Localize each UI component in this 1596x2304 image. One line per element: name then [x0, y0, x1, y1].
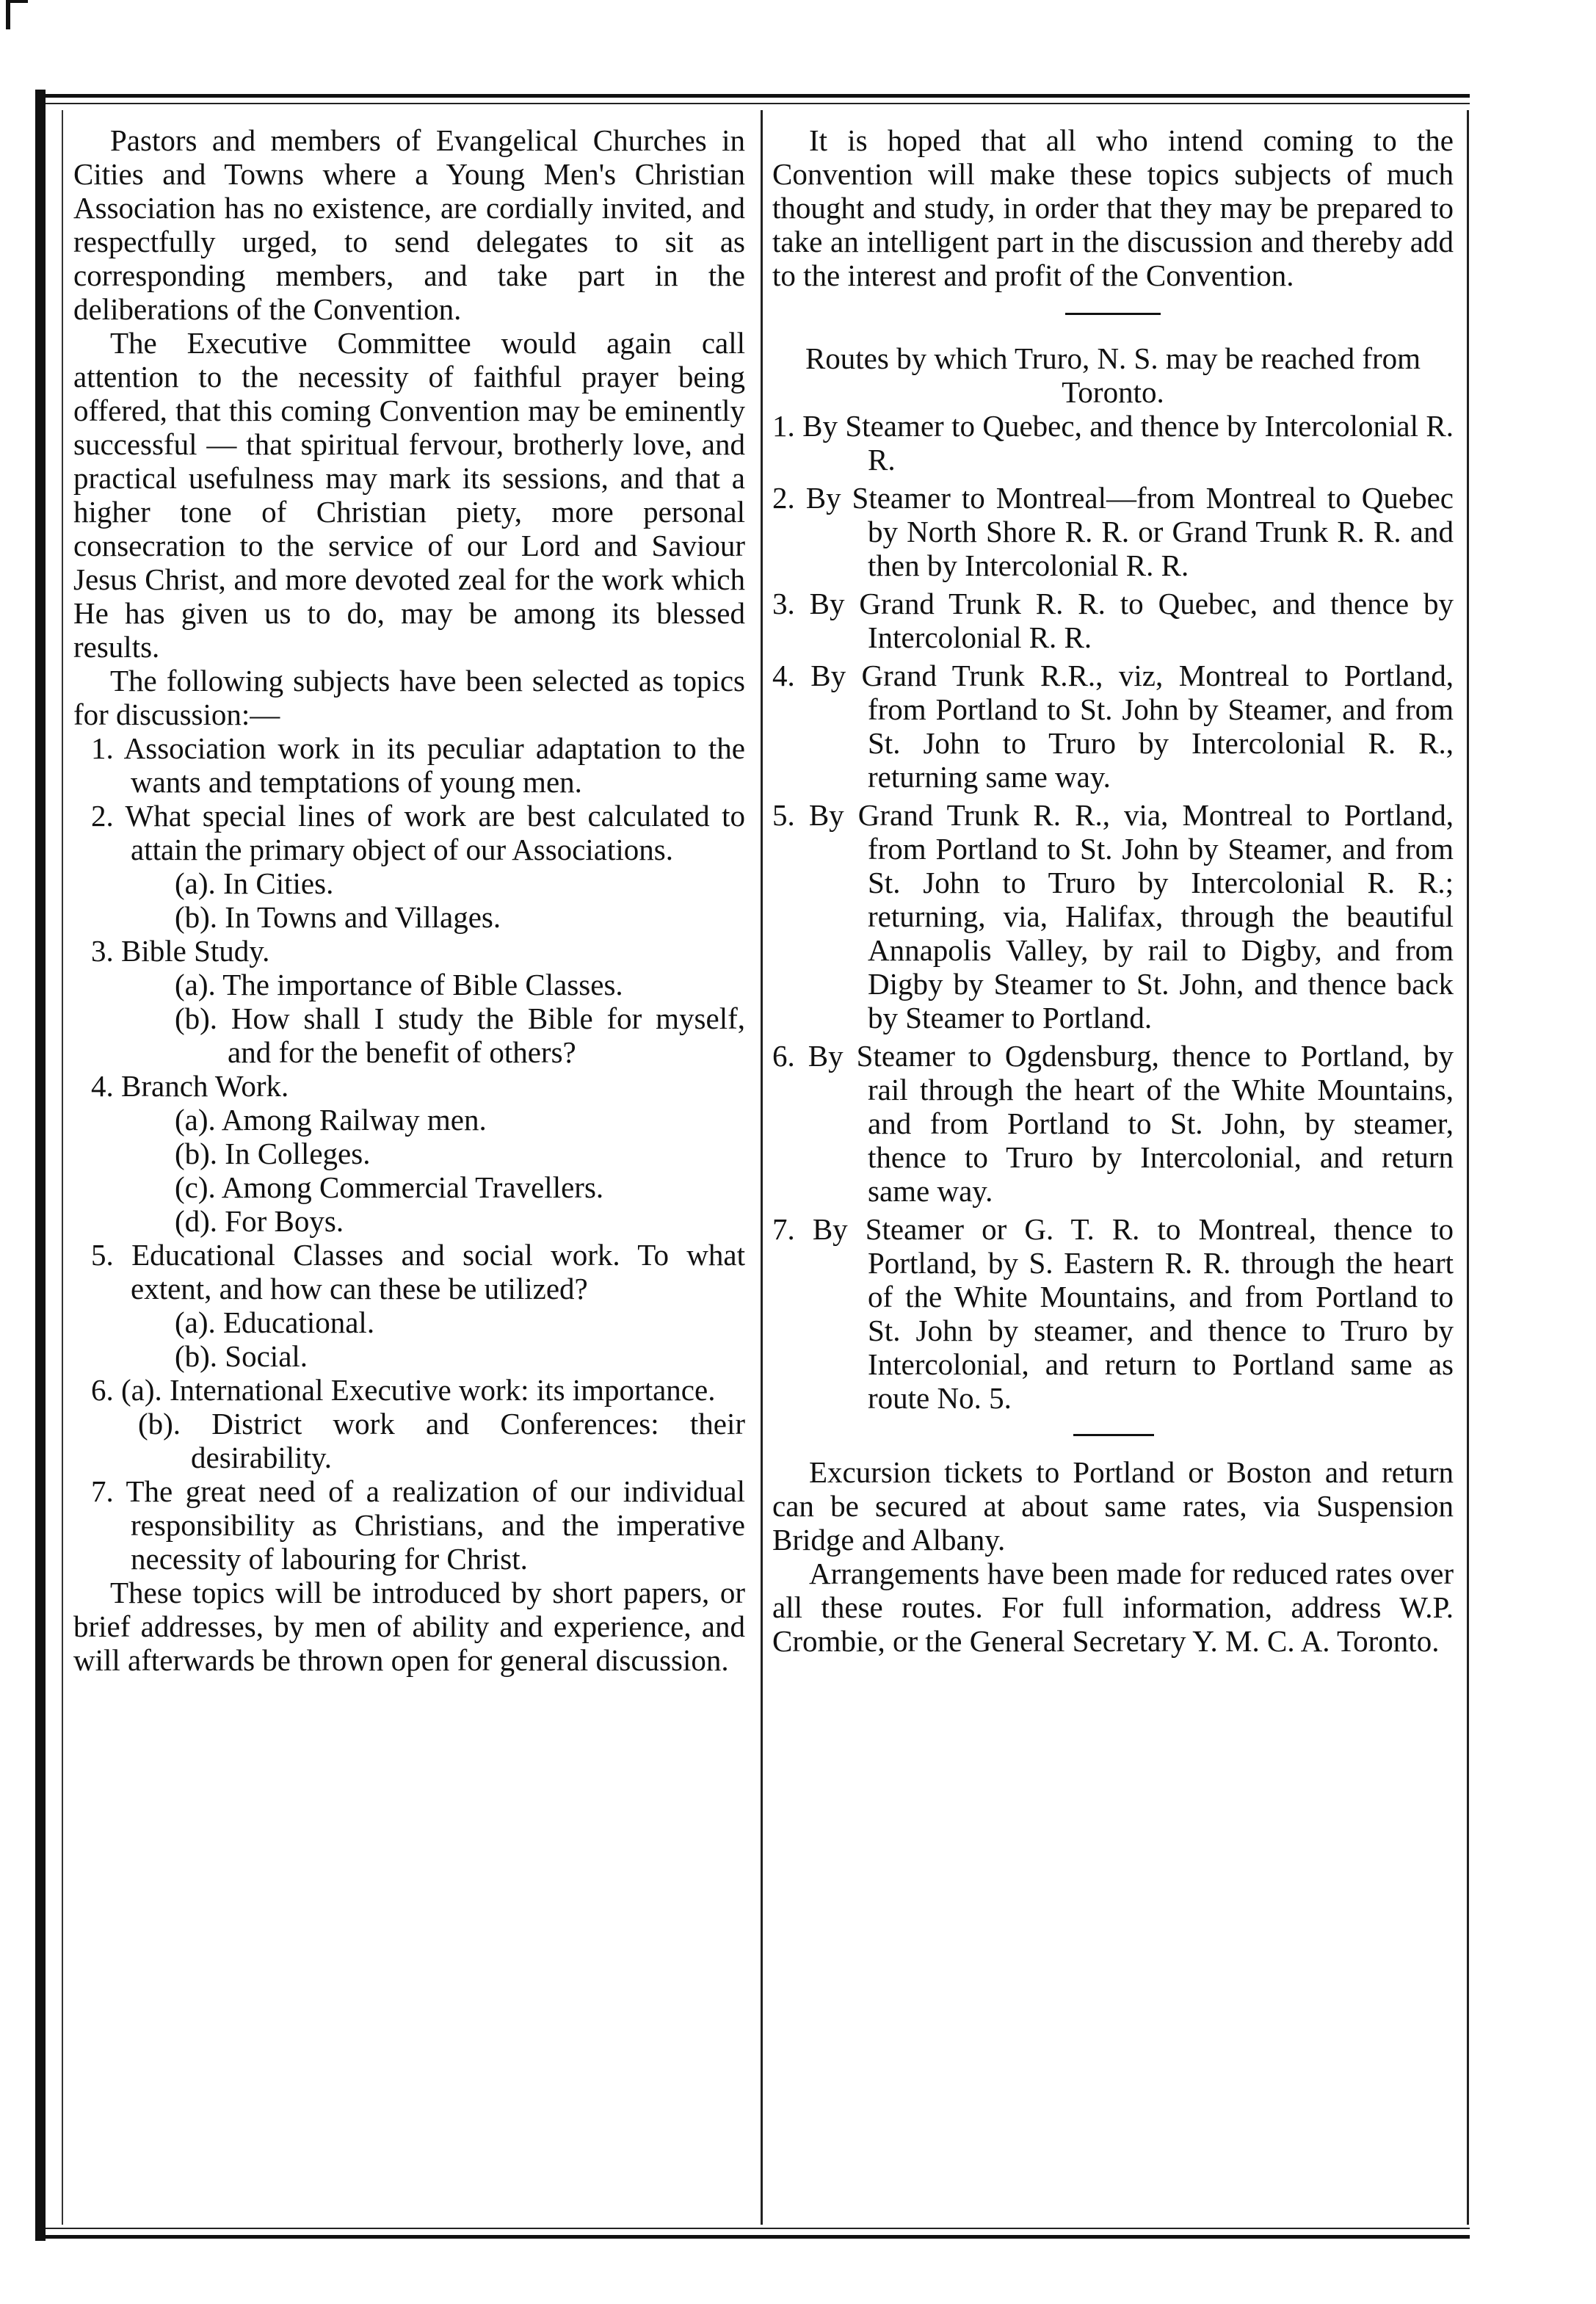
topic-subitem: (a). In Cities.	[175, 866, 334, 900]
right-column	[772, 123, 1454, 1658]
route-item: 1. By Steamer to Quebec, and thence by Intercolonial R. R.	[772, 409, 1454, 477]
topic-item: 7. The great need of a realization of our individual responsibility as Christians, and the imperative necessity of labouring for Christ.	[91, 1474, 745, 1576]
section-divider	[1065, 313, 1161, 315]
topic-item: 6. (a). International Executive work: its importance.	[91, 1373, 716, 1407]
left-border	[62, 110, 63, 2225]
topic-subitem: (b). District work and Conferences: their desirability.	[138, 1407, 745, 1474]
topic-subitem: (a). The importance of Bible Classes.	[175, 968, 623, 1001]
excursion-paragraph: Excursion tickets to Portland or Boston and return can be secured at about same rates, via Suspension Bridge and Albany.	[772, 1455, 1454, 1557]
top-rule-thin	[46, 103, 1470, 104]
topic-subitem: (a). Among Railway men.	[175, 1103, 487, 1137]
route-item: 6. By Steamer to Ogdensburg, thence to Portland, by rail through the heart of the White Mountains, and from Portland to St. John, by steamer, thence to Truro by Intercolonial, and return same way.	[772, 1039, 1454, 1208]
topics-intro: The following subjects have been selected as topics for discussion:—	[73, 664, 745, 731]
topic-item: 3. Bible Study.	[91, 934, 270, 968]
route-item: 3. By Grand Trunk R. R. to Quebec, and thence by Intercolonial R. R.	[772, 587, 1454, 654]
hope-paragraph: It is hoped that all who intend coming to the Convention will make these topics subjects of much thought and study, in order that they may be prepared to take an intelligent part in the discussion and thereby add to the interest and profit of the Convention.	[772, 123, 1454, 292]
corner-mark	[6, 0, 10, 29]
column-separator	[761, 110, 763, 2225]
prayer-paragraph: The Executive Committee would again call attention to the necessity of faithful prayer being offered, that this coming Convention may be eminently successful — that spiritual fervour, brotherly love, and practical usefulness may mark its sessions, and that a higher tone of Christian piety, more personal consecration to the service of our Lord and Saviour Jesus Christ, and more devoted zeal for the work which He has given us to do, may be among its blessed results.	[73, 326, 745, 664]
corner-mark-top	[6, 0, 28, 3]
topic-subitem: (b). How shall I study the Bible for myself, and for the benefit of others?	[175, 1001, 745, 1069]
invitation-paragraph: Pastors and members of Evangelical Churches in Cities and Towns where a Young Men's Christian Association has no existence, are cordially invited, and respectfully urged, to send delegates to sit as corresponding members, and take part in the deliberations of the Convention.	[73, 123, 745, 326]
topic-subitem: (a). Educational.	[175, 1305, 375, 1339]
topic-subitem: (c). Among Commercial Travellers.	[175, 1170, 604, 1204]
top-rule	[46, 94, 1470, 98]
right-border	[1467, 110, 1469, 2225]
bottom-rule	[46, 2235, 1470, 2239]
route-item: 5. By Grand Trunk R. R., via, Montreal to Portland, from Portland to St. John by Steamer, and from St. John to Truro by Intercolonial R. R.; returning, via, Halifax, through the beautiful Annapolis Valley, by rail to Digby, and from Digby by Steamer to St. John, and thence back by Steamer to Portland.	[772, 798, 1454, 1035]
section-divider	[1073, 1434, 1154, 1436]
arrangements-paragraph: Arrangements have been made for reduced rates over all these routes. For full information, address W.P. Crombie, or the General Secretary Y. M. C. A. Toronto.	[772, 1557, 1454, 1658]
route-item: 2. By Steamer to Montreal—from Montreal to Quebec by North Shore R. R. or Grand Trunk R. R. and then by Intercolonial R. R.	[772, 481, 1454, 582]
topic-item: 2. What special lines of work are best calculated to attain the primary object of our Associations.	[91, 799, 745, 866]
routes-heading: Routes by which Truro, N. S. may be reached from Toronto.	[805, 341, 1421, 409]
topic-item: 1. Association work in its peculiar adaptation to the wants and temptations of young men.	[91, 731, 745, 799]
topic-subitem: (b). Social.	[175, 1339, 308, 1373]
route-item: 4. By Grand Trunk R.R., viz, Montreal to Portland, from Portland to St. John by Steamer, and from St. John to Truro by Intercolonial R. R., returning same way.	[772, 659, 1454, 794]
left-column	[73, 123, 745, 1677]
closing-paragraph: These topics will be introduced by short papers, or brief addresses, by men of ability and experience, and will afterwards be thrown open for general discussion.	[73, 1576, 745, 1677]
bottom-rule-thin	[46, 2228, 1470, 2229]
topic-item: 4. Branch Work.	[91, 1069, 289, 1103]
route-item: 7. By Steamer or G. T. R. to Montreal, thence to Portland, by S. Eastern R. R. through the heart of the White Mountains, and from Portland to St. John by steamer, and thence to Truro by Intercolonial, and return to Portland same as route No. 5.	[772, 1212, 1454, 1415]
topic-subitem: (b). In Colleges.	[175, 1137, 371, 1170]
topic-item: 5. Educational Classes and social work. To what extent, and how can these be utilized?	[91, 1238, 745, 1305]
topic-subitem: (d). For Boys.	[175, 1204, 344, 1238]
topic-subitem: (b). In Towns and Villages.	[175, 900, 501, 934]
